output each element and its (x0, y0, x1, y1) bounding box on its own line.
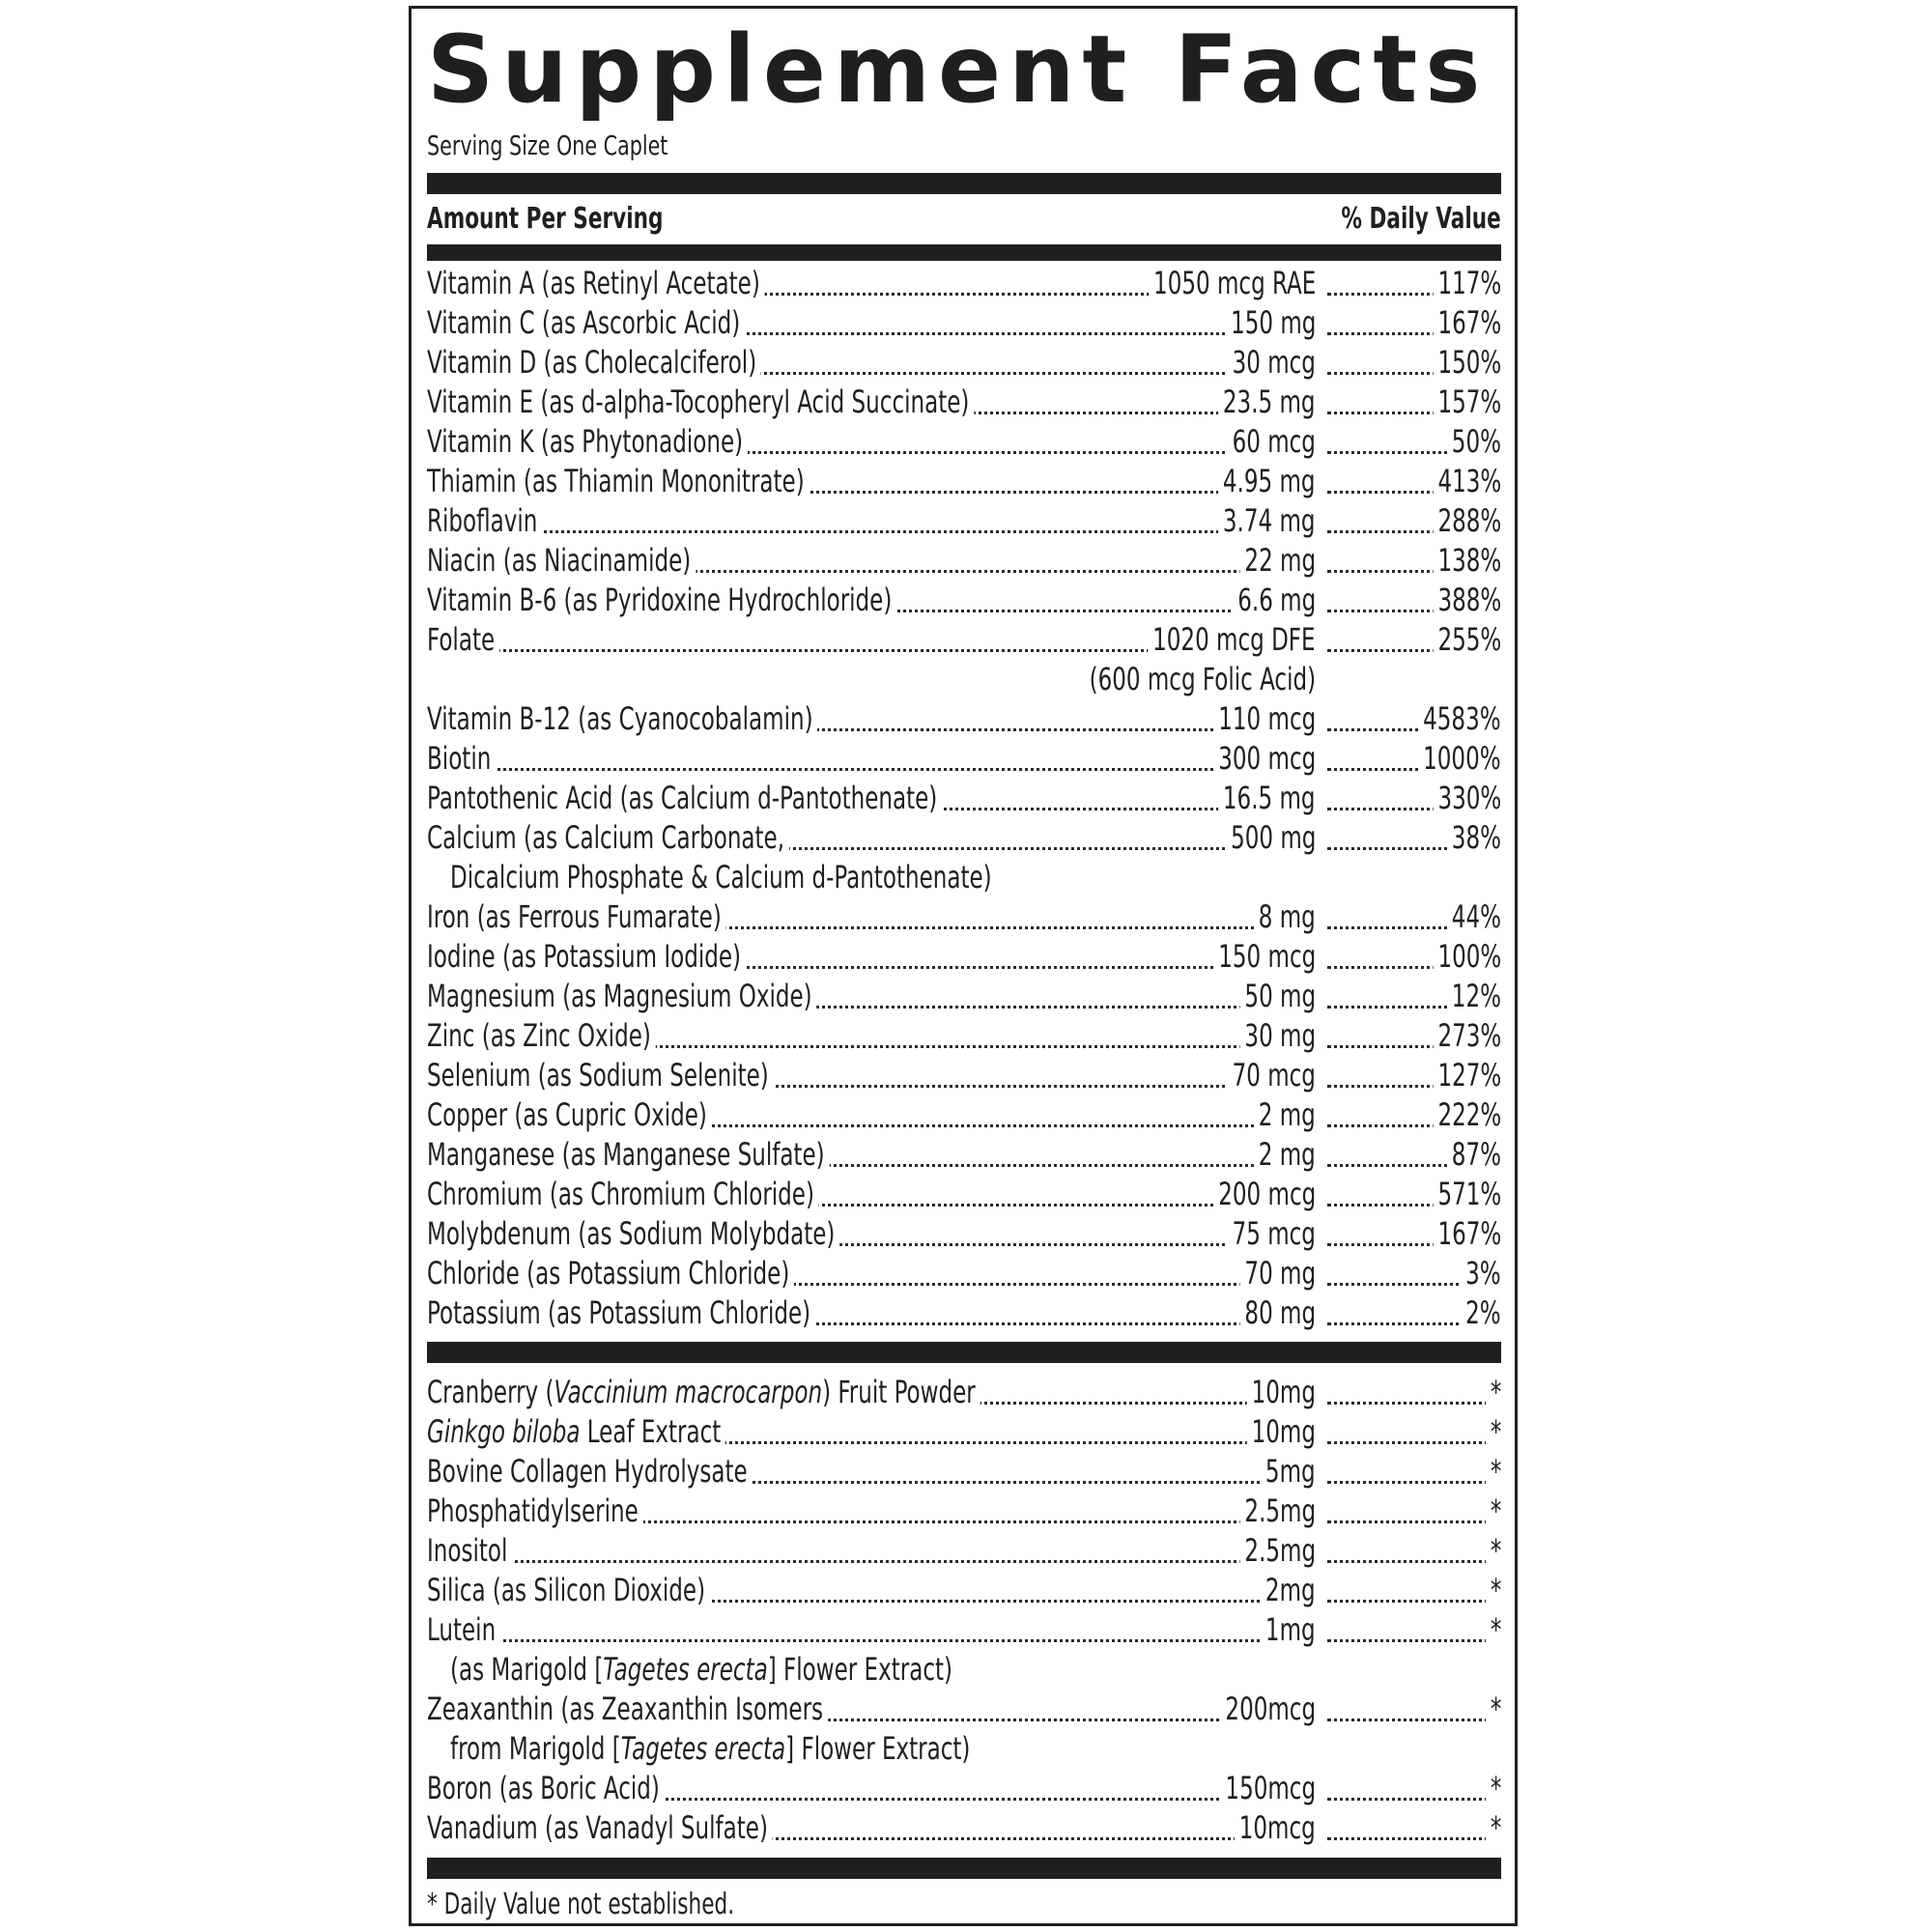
nutrient-row: Selenium (as Sodium Selenite) 70 mcg 127% (427, 1057, 1501, 1094)
supplement-facts-panel (409, 6, 1518, 1926)
nutrient-row: Vitamin B-12 (as Cyanocobalamin) 110 mcg 4583% (427, 700, 1501, 737)
nutrient-row: Copper (as Cupric Oxide) 2 mg 222% (427, 1096, 1501, 1133)
serving-size: Serving Size One Caplet (427, 129, 668, 161)
footnote: * Daily Value not established. (427, 1888, 735, 1921)
nutrient-row: Iron (as Ferrous Fumarate) 8 mg 44% (427, 898, 1501, 935)
calcium-continuation-row: Dicalcium Phosphate & Calcium d-Pantothenate) (427, 858, 1501, 897)
column-header (427, 200, 1501, 239)
ingredient-row: Inositol 2.5mg * (427, 1532, 1501, 1569)
divider-bar (427, 244, 1501, 261)
nutrient-row: Biotin 300 mcg 1000% (427, 740, 1501, 777)
nutrient-row: Vitamin K (as Phytonadione) 60 mcg 50% (427, 423, 1501, 460)
nutrient-row: Vitamin A (as Retinyl Acetate) 1050 mcg RAE 117% (427, 265, 1501, 301)
daily-value-label: % Daily Value (1341, 202, 1501, 236)
divider-bar (427, 1858, 1501, 1879)
divider-bar (427, 1342, 1501, 1363)
nutrient-row: Manganese (as Manganese Sulfate) 2 mg 87% (427, 1136, 1501, 1173)
ingredient-row: Bovine Collagen Hydrolysate 5mg * (427, 1453, 1501, 1490)
nutrient-row: Folate 1020 mcg DFE 255% (427, 621, 1501, 658)
nutrient-row: Niacin (as Niacinamide) 22 mg 138% (427, 542, 1501, 579)
ingredient-row: Vanadium (as Vanadyl Sulfate) 10mcg * (427, 1809, 1501, 1846)
nutrient-row: Vitamin C (as Ascorbic Acid) 150 mg 167% (427, 304, 1501, 341)
nutrient-row: Potassium (as Potassium Chloride) 80 mg 2% (427, 1294, 1501, 1331)
folate-note: (600 mcg Folic Acid) (1085, 660, 1316, 699)
nutrient-row: Pantothenic Acid (as Calcium d-Pantothenate) 16.5 mg 330% (427, 780, 1501, 816)
ingredient-row: Lutein 1mg * (427, 1611, 1501, 1648)
nutrient-row: Molybdenum (as Sodium Molybdate) 75 mcg 167% (427, 1215, 1501, 1252)
nutrient-row: Magnesium (as Magnesium Oxide) 50 mg 12% (427, 978, 1501, 1014)
ingredient-row: Phosphatidylserine 2.5mg * (427, 1492, 1501, 1529)
nutrient-row: Chromium (as Chromium Chloride) 200 mcg 571% (427, 1176, 1501, 1212)
ingredient-row: Ginkgo biloba Leaf Extract 10mg * (427, 1413, 1501, 1450)
nutrient-row: Iodine (as Potassium Iodide) 150 mcg 100% (427, 938, 1501, 975)
folate-note-row (427, 660, 1501, 699)
ingredient-row: Boron (as Boric Acid) 150mcg * (427, 1770, 1501, 1806)
nutrient-row: Thiamin (as Thiamin Mononitrate) 4.95 mg 413% (427, 463, 1501, 499)
nutrient-row: Chloride (as Potassium Chloride) 70 mg 3% (427, 1255, 1501, 1292)
lutein-continuation-row: (as Marigold [Tagetes erecta] Flower Extract) (427, 1650, 1501, 1690)
nutrient-row: Vitamin D (as Cholecalciferol) 30 mcg 150% (427, 344, 1501, 381)
amount-per-serving-label: Amount Per Serving (427, 202, 664, 236)
nutrient-row: Vitamin B-6 (as Pyridoxine Hydrochloride) 6.6 mg 388% (427, 582, 1501, 618)
nutrient-list (427, 264, 1501, 1333)
ingredient-row: Silica (as Silicon Dioxide) 2mg * (427, 1572, 1501, 1608)
nutrient-row: Riboflavin 3.74 mg 288% (427, 502, 1501, 539)
nutrient-row: Zinc (as Zinc Oxide) 30 mg 273% (427, 1017, 1501, 1054)
nutrient-row: Vitamin E (as d-alpha-Tocopheryl Acid Succinate) 23.5 mg 157% (427, 384, 1501, 420)
panel-title: Supplement Facts (427, 15, 1489, 124)
zeaxanthin-continuation-row: from Marigold [Tagetes erecta] Flower Extract) (427, 1729, 1501, 1769)
ingredient-row: Cranberry (Vaccinium macrocarpon) Fruit Powder 10mg * (427, 1374, 1501, 1410)
ingredient-row: Zeaxanthin (as Zeaxanthin Isomers 200mcg * (427, 1690, 1501, 1727)
other-ingredients-list (427, 1373, 1501, 1848)
nutrient-row: Calcium (as Calcium Carbonate, 500 mg 38% (427, 819, 1501, 856)
divider-bar (427, 173, 1501, 194)
